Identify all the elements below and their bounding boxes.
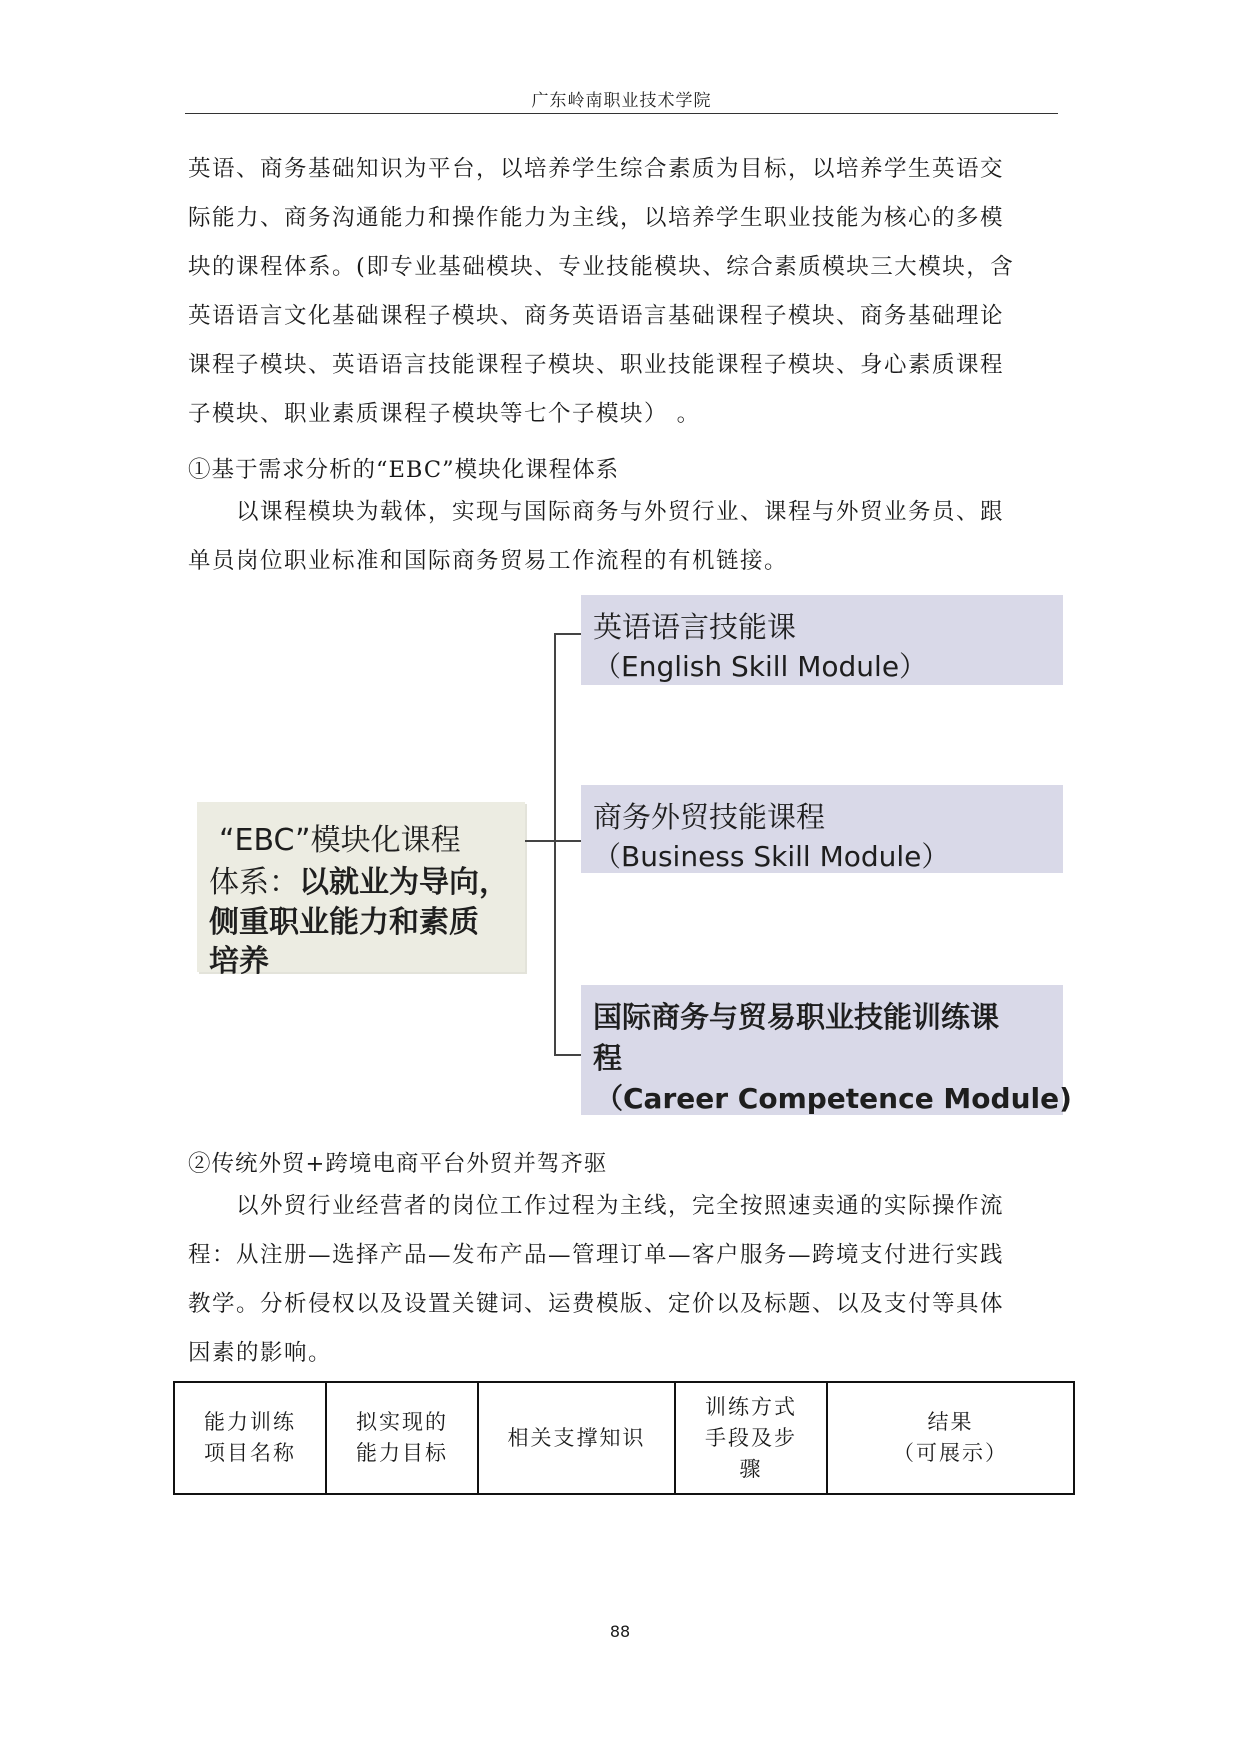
module-title-continued: 程	[593, 1041, 623, 1075]
table-header-row	[174, 1382, 1074, 1494]
header-cell-line: 手段及步	[705, 1425, 797, 1450]
intro-paragraph	[188, 145, 1048, 439]
section2-line: 程：从注册—选择产品—发布产品—管理订单—客户服务—跨境支付进行实践	[188, 1242, 1005, 1268]
module-title: 商务外贸技能课程	[593, 800, 826, 834]
module-english-skill	[581, 595, 1063, 685]
page-number: 88	[609, 1622, 631, 1641]
intro-line: 英语、商务基础知识为平台，以培养学生综合素质为目标，以培养学生英语交	[188, 156, 1005, 182]
intro-line: 课程子模块、英语语言技能课程子模块、职业技能课程子模块、身心素质课程	[188, 352, 1005, 378]
center-line-2	[209, 857, 509, 901]
section2-line: 以外贸行业经营者的岗位工作过程为主线，完全按照速卖通的实际操作流	[236, 1193, 1005, 1219]
section1-heading: ①基于需求分析的“EBC”模块化课程体系	[188, 457, 620, 483]
center-line-2-bold: 以就业为导向，	[299, 865, 509, 900]
header-rule	[185, 113, 1058, 114]
header-cell-line: 能力训练	[204, 1410, 296, 1434]
ebc-module-diagram	[195, 595, 1075, 1123]
header-cell-line: 拟实现的	[356, 1410, 448, 1434]
module-title: 国际商务与贸易职业技能训练课	[593, 1000, 1000, 1034]
section1-line: 单员岗位职业标准和国际商务贸易工作流程的有机链接。	[188, 548, 789, 574]
section2-heading: ②传统外贸+跨境电商平台外贸并驾齐驱	[188, 1151, 608, 1177]
intro-line: 子模块、职业素质课程子模块等七个子模块） 。	[188, 401, 701, 427]
header-title: 广东岭南职业技术学院	[531, 91, 712, 111]
connector-branch-2	[554, 840, 581, 842]
table-header-cell	[675, 1382, 827, 1494]
table-header-cell	[326, 1382, 478, 1494]
center-line-4: 培养	[209, 944, 269, 979]
center-line-2-normal: 体系：	[209, 865, 299, 900]
header-cell-line: 项目名称	[204, 1441, 296, 1465]
connector-horizontal	[525, 840, 556, 842]
center-line-1: “EBC”模块化课程	[219, 823, 461, 858]
section2-line: 因素的影响。	[188, 1340, 333, 1366]
table-header-cell	[827, 1382, 1074, 1494]
header-cell-line: 能力目标	[356, 1441, 448, 1465]
diagram-center-box	[197, 802, 525, 979]
module-subtitle: （Business Skill Module）	[593, 840, 950, 873]
connector-branch-3	[554, 1054, 581, 1056]
module-career-competence	[581, 985, 1072, 1115]
header-cell-line: 骤	[739, 1456, 763, 1481]
header-cell-line: （可展示）	[893, 1441, 1008, 1465]
section2-line: 教学。分析侵权以及设置关键词、运费模版、定价以及标题、以及支付等具体	[188, 1291, 1005, 1317]
intro-line: 块的课程体系。(即专业基础模块、专业技能模块、综合素质模块三大模块，含	[188, 254, 1015, 280]
header-cell-line: 训练方式	[705, 1394, 797, 1419]
module-subtitle: （English Skill Module）	[593, 650, 928, 683]
header-cell-line: 相关支撑知识	[507, 1425, 646, 1450]
connector-branch-1	[554, 633, 581, 635]
table-header-cell	[174, 1382, 326, 1494]
intro-line: 际能力、商务沟通能力和操作能力为主线，以培养学生职业技能为核心的多模	[188, 205, 1005, 231]
section1-line: 以课程模块为载体，实现与国际商务与外贸行业、课程与外贸业务员、跟	[236, 499, 1005, 525]
header-cell-line: 结果	[927, 1410, 974, 1434]
section1-paragraph	[188, 488, 1048, 586]
ability-training-table	[173, 1381, 1075, 1495]
section2-paragraph	[188, 1182, 1048, 1378]
module-business-skill	[581, 785, 1063, 873]
intro-line: 英语语言文化基础课程子模块、商务英语语言基础课程子模块、商务基础理论	[188, 303, 1005, 329]
module-title: 英语语言技能课	[593, 610, 797, 644]
table-header-cell	[478, 1382, 675, 1494]
connector-vertical	[554, 633, 556, 1056]
center-line-3: 侧重职业能力和素质	[209, 905, 479, 940]
module-subtitle: （Career Competence Module)	[595, 1082, 1072, 1115]
